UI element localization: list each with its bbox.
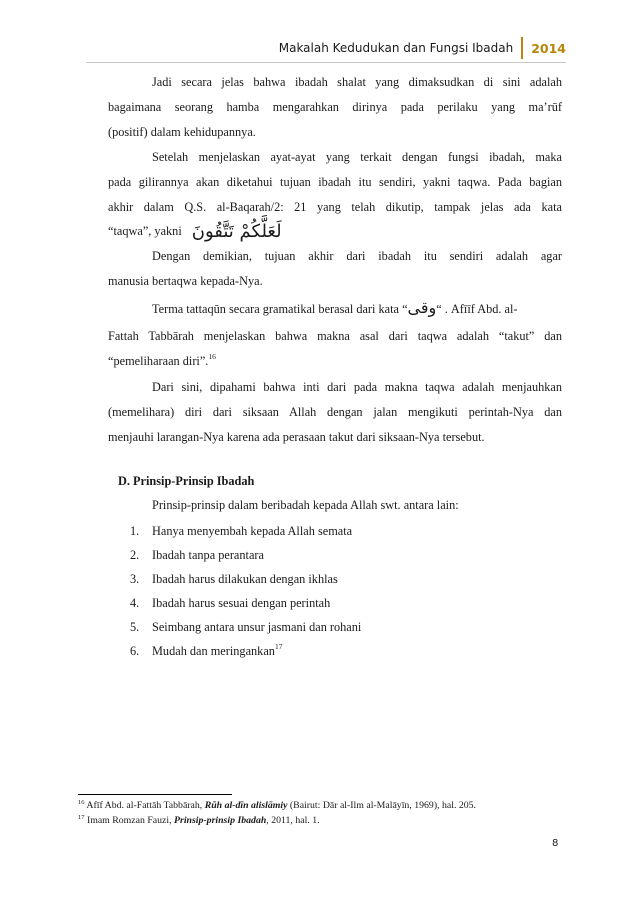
footnote-title: Prinsip-prinsip Ibadah [174,815,267,826]
list-text: Ibadah tanpa perantara [152,548,264,562]
list-text: Ibadah harus sesuai dengan perintah [152,596,331,610]
paragraph-line-with-arabic [108,299,562,318]
section-heading: D. Prinsip-Prinsip Ibadah [118,474,255,488]
footnote-ref[interactable]: 16 [208,352,216,361]
list-number: 1. [130,524,140,538]
paragraph-line: (memelihara) diri dari siksaan Allah dengan jalan mengikuti perintah-Nya dan [108,405,562,419]
list-item [130,620,361,635]
list-text: Seimbang antara unsur jasmani dan rohani [152,620,362,634]
footnote-number: 16 [78,799,85,806]
footnote-17 [78,815,320,826]
paragraph-line: menjauhi larangan-Nya karena ada perasaan takut dari siksaan-Nya tersebut. [108,430,485,444]
paragraph-line: Dengan demikian, tujuan akhir dari ibadah itu sendiri adalah agar [152,249,562,263]
list-item [130,644,282,659]
paragraph-line: Jadi secara jelas bahwa ibadah shalat yang dimaksudkan di sini adalah [152,75,562,89]
list-item [130,572,338,587]
footnote-text: , 2011, hal. 1. [266,815,320,826]
list-number: 2. [130,548,140,562]
paragraph-line: (positif) dalam kehidupannya. [108,125,256,139]
paragraph-line: bagaimana seorang hamba mengarahkan dirinya pada perilaku yang ma’rūf [108,100,562,114]
page-number: 8 [552,838,559,849]
paragraph-line: Fattah Tabbārah menjelaskan bahwa makna asal dari taqwa adalah “takut” dan [108,329,562,343]
list-item [130,596,330,611]
footnote-title: Rūh al-dīn alislāmiy [204,800,288,811]
header-rule [86,62,566,63]
list-number: 4. [130,596,140,610]
list-number: 3. [130,572,140,586]
header-title: Makalah Kedudukan dan Fungsi Ibadah [278,41,514,55]
list-text: Ibadah harus dilakukan dengan ikhlas [152,572,338,586]
paragraph-text: “pemeliharaan diri”. [108,354,209,368]
paragraph-line: Setelah menjelaskan ayat-ayat yang terkait dengan fungsi ibadah, maka [152,150,562,164]
footnote-number: 17 [78,814,85,821]
page-header [279,38,566,58]
paragraph-text: “taqwa”, yakni [108,224,182,238]
paragraph-line: Dari sini, dipahami bahwa inti dari pada makna taqwa adalah menjauhkan [152,380,562,394]
paragraph-line [108,352,562,370]
list-text: Hanya menyembah kepada Allah semata [152,524,353,538]
header-year: 2014 [531,40,566,56]
list-number: 5. [130,620,140,634]
list-item [130,548,264,563]
footnote-16 [78,800,476,811]
footnote-ref[interactable]: 17 [274,642,283,651]
footnote-text: (Bairut: Dār al-Ilm al-Malāyīn, 1969), hal. 205. [287,800,476,811]
paragraph-line: pada gilirannya akan diketahui tujuan ibadah itu sendiri, yakni taqwa. Pada bagian [108,175,562,189]
paragraph-text: Terma tattaqūn secara gramatikal berasal dari kata “ [152,302,408,316]
footnote-text: Afīf Abd. al-Fattāh Tabbārah, [84,800,205,811]
arabic-text: لَعَلَّكُمْ تَتَّقُونَ [191,221,282,242]
section-intro: Prinsip-prinsip dalam beribadah kepada Allah swt. antara lain: [152,498,459,512]
list-number: 6. [130,644,140,658]
footnote-divider [78,794,232,795]
paragraph-line: manusia bertaqwa kepada-Nya. [108,274,263,288]
header-divider [521,37,523,59]
list-item [130,524,352,539]
paragraph-line: akhir dalam Q.S. al-Baqarah/2: 21 yang telah dikutip, tampak jelas ada kata [108,200,562,214]
arabic-text: وقى [407,298,437,317]
paragraph-line-with-arabic [108,222,562,241]
list-text: Mudah dan meringankan [152,644,275,658]
paragraph-text: “ . Afīīf Abd. al- [436,302,518,316]
footnote-text: Imam Romzan Fauzi, [84,815,175,826]
